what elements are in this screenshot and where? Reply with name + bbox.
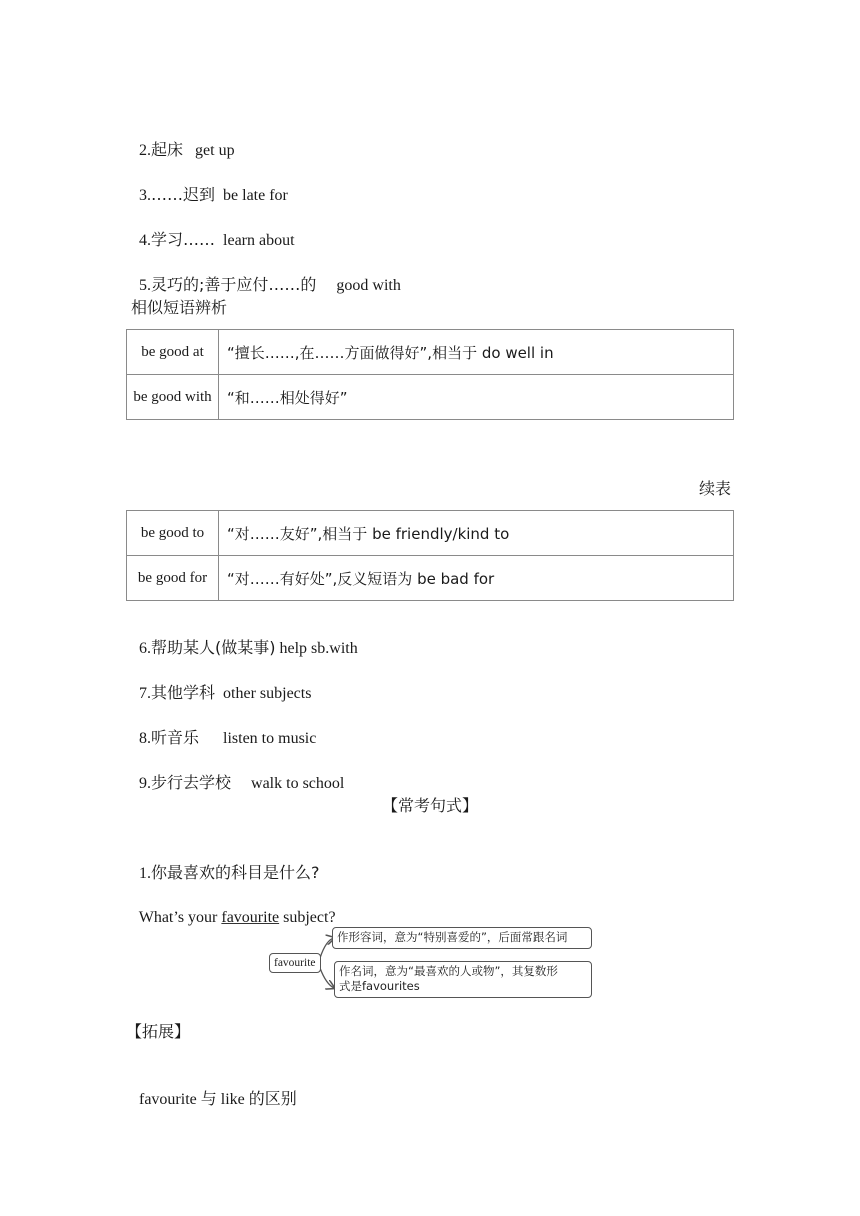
diagram-branch-noun-line1: 作名词，意为“最喜欢的人或物”，其复数形	[339, 964, 558, 978]
phrase-7	[131, 660, 311, 705]
extension-text-d: 的区别	[248, 1089, 297, 1108]
phrase-en: help sb.with	[279, 640, 358, 657]
phrase-cn: 学习……	[151, 230, 216, 249]
extension-text-c: like	[216, 1091, 249, 1108]
phrase-en: get up	[195, 142, 235, 159]
phrase-cn: 灵巧的;善于应付……的	[151, 275, 317, 294]
analysis-heading: 相似短语辨析	[131, 298, 228, 317]
phrase-num: 3.	[139, 187, 151, 204]
sentence-en-before: What’s your	[138, 909, 222, 926]
diagram-branch-noun-line2: 式是favourites	[339, 979, 420, 993]
table-cell-phrase: be good at	[127, 330, 219, 375]
phrase-en: walk to school	[251, 775, 345, 792]
phrase-6	[131, 615, 358, 660]
table-cell-meaning: “和……相处得好”	[219, 375, 734, 420]
phrase-cn: 听音乐	[151, 728, 200, 747]
table-row	[127, 511, 734, 556]
extension-text-a: favourite	[139, 1091, 201, 1108]
table-row	[127, 330, 734, 375]
phrase-3	[131, 162, 288, 207]
table-cell-meaning: “对……有好处”,反义短语为 be bad for	[219, 556, 734, 601]
sentence-cn	[131, 840, 320, 885]
extension-title: 【拓展】	[126, 1022, 191, 1041]
phrase-num: 5.	[139, 277, 151, 294]
table-cell-phrase: be good with	[127, 375, 219, 420]
phrase-en: good with	[336, 277, 401, 294]
phrase-cn: 步行去学校	[151, 773, 232, 792]
sentence-en-after: subject?	[279, 909, 336, 926]
phrase-5	[131, 252, 401, 297]
phrase-8	[131, 705, 316, 750]
diagram-branch-adjective: 作形容词，意为“特别喜爱的”，后面常跟名词	[332, 927, 592, 949]
phrase-num: 4.	[139, 232, 151, 249]
table-row	[127, 556, 734, 601]
phrase-4	[131, 207, 295, 252]
phrase-9	[131, 750, 344, 795]
sentence-cn-text: 你最喜欢的科目是什么?	[151, 863, 320, 882]
phrase-en: be late for	[223, 187, 288, 204]
sentence-en-underlined-word: favourite	[221, 909, 280, 926]
phrase-en: listen to music	[223, 730, 317, 747]
phrase-num: 9.	[139, 775, 151, 792]
continued-label: 续表	[698, 479, 731, 498]
comparison-table-2	[126, 510, 734, 601]
section-title: 【常考句式】	[381, 796, 478, 815]
phrase-num: 7.	[139, 685, 151, 702]
diagram-root-node: favourite	[269, 953, 321, 973]
phrase-num: 6.	[139, 640, 151, 657]
sentence-num: 1.	[139, 865, 151, 882]
phrase-2	[131, 117, 235, 162]
phrase-cn: 帮助某人(做某事)	[151, 638, 276, 657]
extension-text-b: 与	[200, 1089, 217, 1108]
favourite-diagram	[266, 922, 596, 1002]
connector-arrow	[320, 968, 334, 988]
diagram-branch-noun	[334, 961, 592, 998]
table-cell-phrase: be good to	[127, 511, 219, 556]
phrase-num: 2.	[139, 142, 151, 159]
table-row	[127, 375, 734, 420]
phrase-en: other subjects	[223, 685, 312, 702]
phrase-en: learn about	[223, 232, 295, 249]
table-cell-meaning: “擅长……,在……方面做得好”,相当于 do well in	[219, 330, 734, 375]
phrase-cn: 其他学科	[151, 683, 216, 702]
phrase-num: 8.	[139, 730, 151, 747]
table-cell-phrase: be good for	[127, 556, 219, 601]
table-cell-meaning: “对……友好”,相当于 be friendly/kind to	[219, 511, 734, 556]
phrase-cn: ……迟到	[151, 185, 216, 204]
phrase-cn: 起床	[151, 140, 184, 159]
extension-text	[131, 1066, 297, 1111]
comparison-table-1	[126, 329, 734, 420]
